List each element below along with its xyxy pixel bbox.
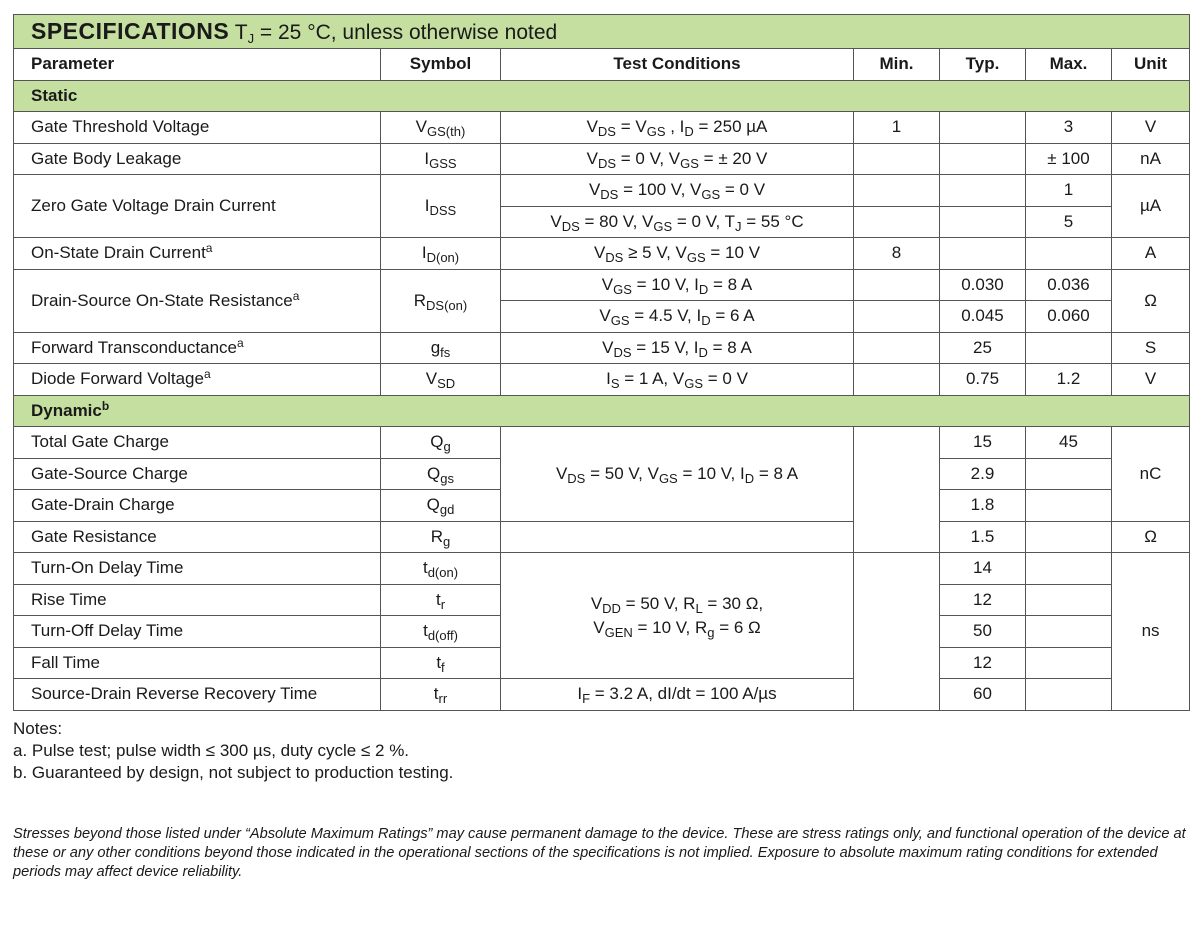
symbol-subscript: SD [437,376,456,392]
condition-subscript: GS [658,470,678,486]
table-row [14,364,1190,396]
symbol-subscript: DS(on) [426,297,468,313]
condition-subscript: GS [653,218,673,234]
symbol-cell [381,112,501,144]
symbol-letter: I [424,196,430,215]
condition-text: = 10 V, I [631,274,699,294]
typ-cell: 60 [940,679,1026,711]
test-conditions-cell [501,238,854,270]
table-row [14,679,1190,711]
min-cell [854,143,940,175]
condition-subscript: D [701,313,711,329]
table-row [14,175,1190,207]
table-title [14,15,1190,49]
min-cell [854,301,940,333]
unit-cell: nA [1112,143,1190,175]
test-conditions-cell [501,143,854,175]
max-cell: 5 [1026,206,1112,238]
max-cell [1026,521,1112,553]
typ-cell: 12 [940,647,1026,679]
symbol-letter: V [425,369,438,389]
header-test-conditions: Test Conditions [501,49,854,81]
table-row [14,143,1190,175]
condition-text: = 30 Ω, [702,593,764,613]
typ-cell: 0.045 [940,301,1026,333]
symbol-letter: t [435,589,441,609]
condition-text: = 8 A [707,337,752,357]
condition-text: I [577,684,583,704]
notes [13,718,453,784]
footnote-mark: a [292,288,300,303]
test-conditions-cell [501,269,854,301]
specifications-table [13,14,1190,711]
unit-cell: Ω [1112,521,1190,553]
condition-text: V [602,337,614,357]
condition-text: = 4.5 V, I [629,306,702,326]
test-conditions-cell [501,521,854,553]
max-cell [1026,238,1112,270]
min-cell [854,175,940,207]
max-cell: ± 100 [1026,143,1112,175]
condition-subscript: GS [680,155,699,171]
symbol-letter: I [424,148,430,168]
condition-subscript: DS [597,155,617,171]
condition-text: = 8 A [754,463,799,483]
condition-subscript: DS [600,187,619,203]
condition-text: = 50 V, V [585,463,659,483]
test-conditions-cell [501,427,854,522]
param-cell: Zero Gate Voltage Drain Current [14,175,381,238]
max-cell: 1.2 [1026,364,1112,396]
min-cell [854,206,940,238]
param-label: On-State Drain Current [31,243,206,263]
symbol-subscript: d(on) [427,565,459,581]
symbol-cell [381,647,501,679]
section-dynamic [14,395,1190,427]
typ-cell: 12 [940,584,1026,616]
typ-cell [940,175,1026,207]
param-cell: Source-Drain Reverse Recovery Time [14,679,381,711]
unit-cell: A [1112,238,1190,270]
disclaimer: Stresses beyond those listed under “Absolute Maximum Ratings” may cause permanent damage to the device. These are stress ratings only, and functional operation of the device at these or any other conditions beyond those indicated in the operational sections of the specifications is not implied. Exposure to absolute maximum rating conditions for extended periods may affect device reliability. [13,826,1186,880]
max-cell [1026,616,1112,648]
symbol-cell [381,490,501,522]
condition-subscript: GS [646,124,666,140]
symbol-letter: V [415,117,428,137]
footnote-mark: a [203,367,211,382]
spec-page [13,14,1189,711]
typ-cell: 15 [940,427,1026,459]
header-typ: Typ. [940,49,1026,81]
max-cell [1026,553,1112,585]
unit-cell: V [1112,112,1190,144]
condition-text: = 8 A [708,274,753,294]
typ-cell: 0.030 [940,269,1026,301]
max-cell [1026,584,1112,616]
condition-text: ≥ 5 V, V [623,243,687,263]
condition-subscript: DS [605,250,624,266]
title-tj-sub: J [247,31,255,46]
symbol-letter: t [423,621,428,641]
condition-subscript: D [698,281,709,297]
header-row [14,49,1190,81]
condition-subscript: DS [597,124,616,140]
typ-cell: 25 [940,332,1026,364]
max-cell [1026,458,1112,490]
max-cell: 3 [1026,112,1112,144]
footnote-mark: a [205,241,213,256]
param-cell: Fall Time [14,647,381,679]
param-label: Forward Transconductance [31,337,237,357]
min-cell [854,553,940,711]
param-cell [14,269,381,332]
typ-cell [940,206,1026,238]
symbol-subscript: GSS [429,155,457,171]
param-label: Drain-Source On-State Resistance [31,290,293,310]
symbol-cell [381,269,501,332]
symbol-letter: Q [427,463,441,483]
typ-cell [940,143,1026,175]
table-row [14,332,1190,364]
param-cell: Gate Threshold Voltage [14,112,381,144]
max-cell [1026,647,1112,679]
condition-text: = 3.2 A, dI/dt = 100 A/µs [590,684,777,704]
condition-text: V [588,180,601,200]
min-cell [854,364,940,396]
condition-subscript: DD [602,600,621,616]
param-cell: Gate-Drain Charge [14,490,381,522]
condition-text: V [590,593,603,613]
table-title-row [14,15,1190,49]
test-conditions-cell [501,332,854,364]
min-cell [854,427,940,553]
test-conditions-cell [501,206,854,238]
min-cell: 8 [854,238,940,270]
max-cell [1026,490,1112,522]
title-tail: = 25 °C, unless otherwise noted [254,21,558,44]
symbol-letter: I [421,243,427,263]
test-conditions-cell [501,679,854,711]
condition-text: = 50 V, R [620,593,696,613]
table-row [14,521,1190,553]
symbol-letter: Q [426,495,440,515]
condition-text: = 0 V, T [672,211,736,231]
condition-text: = V [615,117,647,137]
condition-text: = 100 V, V [618,180,702,200]
condition-subscript: S [610,376,620,392]
condition-text: = 0 V [703,369,748,389]
header-min: Min. [854,49,940,81]
min-cell [854,269,940,301]
footnote-mark: b [101,398,110,413]
title-bold: SPECIFICATIONS [31,18,230,44]
param-cell [14,238,381,270]
typ-cell: 1.8 [940,490,1026,522]
note-b: b. Guaranteed by design, not subject to production testing. [13,763,454,782]
condition-text: V [599,306,611,326]
unit-cell: nC [1112,427,1190,522]
param-cell: Turn-On Delay Time [14,553,381,585]
unit-cell: S [1112,332,1190,364]
condition-subscript: D [744,470,755,486]
min-cell [854,332,940,364]
condition-subscript: GS [613,281,632,297]
symbol-cell [381,364,501,396]
test-conditions-line [501,592,853,616]
unit-cell: ns [1112,553,1190,711]
condition-text: = 6 Ω [714,617,761,637]
param-cell: Gate Resistance [14,521,381,553]
symbol-subscript: g [443,439,451,455]
condition-subscript: GS [686,250,706,266]
typ-cell: 0.75 [940,364,1026,396]
condition-text: = 0 V, V [616,148,681,168]
param-cell: Gate Body Leakage [14,143,381,175]
condition-text: = 250 µA [693,117,768,137]
symbol-subscript: gd [439,502,455,518]
symbol-subscript: gs [440,470,454,486]
condition-text: = 10 V, R [632,617,708,637]
condition-text: = 6 A [710,306,755,326]
symbol-cell [381,332,501,364]
condition-text: V [586,117,598,137]
condition-subscript: GS [610,313,630,329]
condition-text: = 10 V [705,243,761,263]
unit-cell: V [1112,364,1190,396]
unit-cell: Ω [1112,269,1190,332]
symbol-subscript: r [440,596,446,612]
symbol-letter: g [430,337,441,357]
test-conditions-cell [501,112,854,144]
param-label: Diode Forward Voltage [31,369,204,389]
typ-cell: 14 [940,553,1026,585]
condition-text: = 1 A, V [619,369,685,389]
param-cell [14,332,381,364]
condition-text: , I [665,117,685,137]
symbol-letter: t [422,558,428,578]
symbol-letter: R [430,526,444,546]
symbol-subscript: D(on) [426,250,460,266]
condition-text: = 15 V, I [631,337,699,357]
symbol-cell [381,679,501,711]
condition-text: = 0 V [720,180,766,200]
symbol-letter: t [433,684,439,704]
condition-subscript: L [695,600,703,616]
condition-subscript: GEN [604,624,633,640]
min-cell: 1 [854,112,940,144]
symbol-cell [381,521,501,553]
typ-cell: 50 [940,616,1026,648]
condition-subscript: D [684,124,694,140]
symbol-letter: R [413,290,427,310]
section-dynamic-row [14,395,1190,427]
symbol-cell [381,238,501,270]
condition-text: I [606,369,611,389]
unit-cell: µA [1112,175,1190,238]
symbol-cell [381,553,501,585]
max-cell: 0.060 [1026,301,1112,333]
symbol-subscript: d(off) [427,628,458,644]
title-tj: T [234,21,248,44]
table-row [14,238,1190,270]
symbol-subscript: f [441,659,445,675]
symbol-subscript: rr [438,691,448,707]
header-unit: Unit [1112,49,1190,81]
condition-text: V [593,243,606,263]
test-conditions-line [501,616,853,640]
symbol-cell [381,458,501,490]
param-cell: Total Gate Charge [14,427,381,459]
max-cell [1026,332,1112,364]
condition-subscript: g [707,624,715,640]
header-max: Max. [1026,49,1112,81]
condition-subscript: DS [567,470,586,486]
table-row [14,553,1190,585]
section-static-row [14,80,1190,112]
max-cell: 0.036 [1026,269,1112,301]
test-conditions-cell [501,301,854,333]
footnote-mark: a [237,335,244,350]
typ-cell: 1.5 [940,521,1026,553]
symbol-letter: Q [430,432,444,452]
test-conditions-cell [501,175,854,207]
typ-cell [940,238,1026,270]
condition-text: = ± 20 V [698,148,768,168]
condition-text: V [550,211,562,231]
condition-subscript: GS [701,187,721,203]
table-row [14,427,1190,459]
symbol-cell [381,427,501,459]
typ-cell: 2.9 [940,458,1026,490]
condition-text: V [555,463,568,483]
max-cell [1026,679,1112,711]
condition-text: V [593,617,605,637]
header-parameter: Parameter [14,49,381,81]
header-symbol: Symbol [381,49,501,81]
condition-subscript: D [698,344,708,360]
condition-text: = 55 °C [741,211,804,231]
condition-text: V [586,148,598,168]
section-static: Static [14,80,1190,112]
symbol-cell [381,175,501,238]
symbol-cell [381,584,501,616]
condition-subscript: DS [613,344,632,360]
symbol-letter: t [436,652,442,672]
condition-subscript: F [582,691,591,707]
table-row [14,269,1190,301]
symbol-subscript: DSS [429,203,457,218]
symbol-subscript: fs [440,344,451,360]
param-cell: Rise Time [14,584,381,616]
condition-text: = 10 V, I [677,463,745,483]
condition-text: = 80 V, V [579,211,654,231]
symbol-cell [381,143,501,175]
test-conditions-cell [501,553,854,679]
condition-subscript: GS [684,376,704,392]
test-conditions-cell [501,364,854,396]
section-dynamic-label: Dynamic [31,400,102,420]
condition-subscript: DS [561,218,580,234]
param-cell [14,364,381,396]
symbol-subscript: GS(th) [427,124,466,140]
note-a: a. Pulse test; pulse width ≤ 300 µs, duty cycle ≤ 2 %. [13,741,410,760]
param-cell: Gate-Source Charge [14,458,381,490]
condition-subscript: J [735,218,742,234]
table-row [14,112,1190,144]
max-cell: 45 [1026,427,1112,459]
notes-heading: Notes: [13,719,63,738]
typ-cell [940,112,1026,144]
symbol-cell [381,616,501,648]
param-cell: Turn-Off Delay Time [14,616,381,648]
symbol-subscript: g [443,533,451,549]
condition-text: V [601,274,614,294]
max-cell: 1 [1026,175,1112,207]
